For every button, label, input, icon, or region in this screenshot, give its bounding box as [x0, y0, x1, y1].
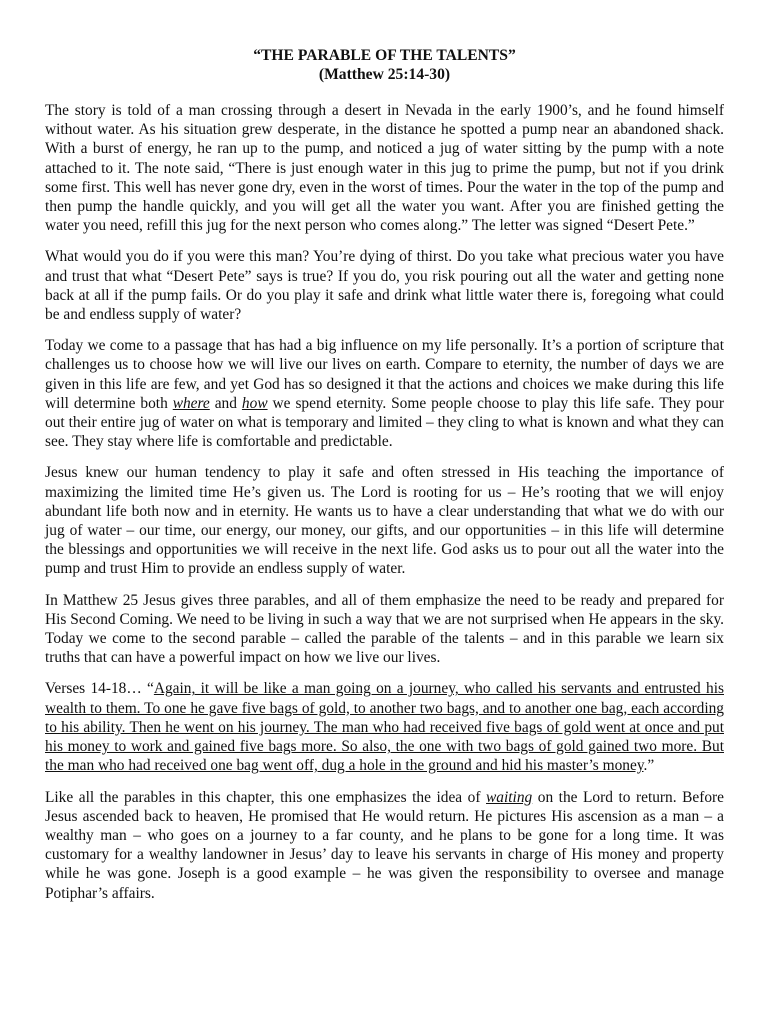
- paragraph-desert-story: The story is told of a man crossing through a desert in Nevada in the early 1900’s, and he found himself without water. As his situation grew desperate, in the distance he spotted a pump near an abandoned shack. With a burst of energy, he ran up to the pump, and noticed a jug of water sitting by the pump with a note attached to it. The note said, “There is just enough water in this jug to prime the pump, but not if you drink some first. This well has never gone dry, even in the worst of times. Pour the water in the top of the pump and then pump the handle quickly, and you will get all the water you want. After you are finished getting the water you need, refill this jug for the next person who comes along.” The letter was signed “Desert Pete.”: [45, 102, 724, 235]
- paragraph-matthew-25: In Matthew 25 Jesus gives three parables, and all of them emphasize the need to be ready and prepared for His Second Coming. We need to be living in such a way that we are not surprised when He appears in the sky. Today we come to the second parable – called the parable of the talents – and in this parable we learn six truths that can have a powerful impact on how we live our lives.: [45, 591, 724, 667]
- p3-text-c: we spend eternity. Some people choose to play this life safe. They pour out their entire jug of water on what is temporary and limited – they cling to what is known and what they can see. They stay where life is comfortable and predictable.: [45, 394, 724, 451]
- paragraph-jesus-knew: Jesus knew our human tendency to play it safe and often stressed in His teaching the importance of maximizing the limited time He’s given us. The Lord is rooting for us – He’s rooting that we will enjoy abundant life both now and in eternity. He wants us to have a clear understanding that what we do with our jug of water – our time, our energy, our money, our gifts, and our opportunities – in this life will determine the blessings and opportunities we will receive in the next life. God asks us to pour out all the water into the pump and trust Him to provide an endless supply of water.: [45, 464, 724, 578]
- emphasis-how: how: [241, 394, 268, 412]
- p3-text-a: Today we come to a passage that has had a big influence on my life personally. It’s a portion of scripture that challenges us to choose how we will live our lives on earth. Compare to eternity, the number of days we are given in this life are few, and yet God has so designed it that the actions and choices we make during this life will determine both: [45, 337, 724, 412]
- emphasis-where: where: [172, 394, 210, 412]
- scripture-reference: (Matthew 25:14-30): [318, 66, 451, 83]
- paragraph-waiting: [45, 788, 724, 903]
- p7-text-b: on the Lord to return. Before Jesus ascended back to heaven, He promised that He would return. He pictures His ascension as a man – a wealthy man – who goes on a journey to a far county, and he plans to be gone for a long time. It was customary for a wealthy landowner in Jesus’ day to leave his servants in charge of His money and property while he was gone. Joseph is a good example – he was given the responsibility to oversee and manage Potiphar’s affairs.: [45, 788, 724, 902]
- emphasis-waiting: waiting: [486, 788, 533, 806]
- verses-prefix: Verses 14-18… “: [45, 680, 154, 698]
- paragraph-question: What would you do if you were this man? You’re dying of thirst. Do you take what precious water you have and trust that what “Desert Pete” says is true? If you do, you risk pouring out all the water and getting none back at all if the pump fails. Or do you play it safe and drink what little water there is, foregoing what could be and endless supply of water?: [45, 248, 724, 324]
- p7-text-a: Like all the parables in this chapter, this one emphasizes the idea of: [45, 788, 487, 806]
- scripture-quote: Again, it will be like a man going on a journey, who called his servants and entrusted his wealth to them. To one he gave five bags of gold, to another two bags, and to another one bag, each according to his ability. Then he went on his journey. The man who had received five bags of gold went at once and put his money to work and gained five bags more. So also, the one with two bags of gold gained two more. But the man who had received one bag went off, dug a hole in the ground and hid his master’s money: [45, 680, 724, 775]
- paragraph-passage-intro: [45, 336, 724, 451]
- p3-text-b: and: [209, 394, 242, 412]
- page-title: “THE PARABLE OF THE TALENTS”: [253, 47, 516, 64]
- paragraph-verses-quote: [45, 679, 724, 775]
- verses-suffix: .”: [643, 757, 655, 775]
